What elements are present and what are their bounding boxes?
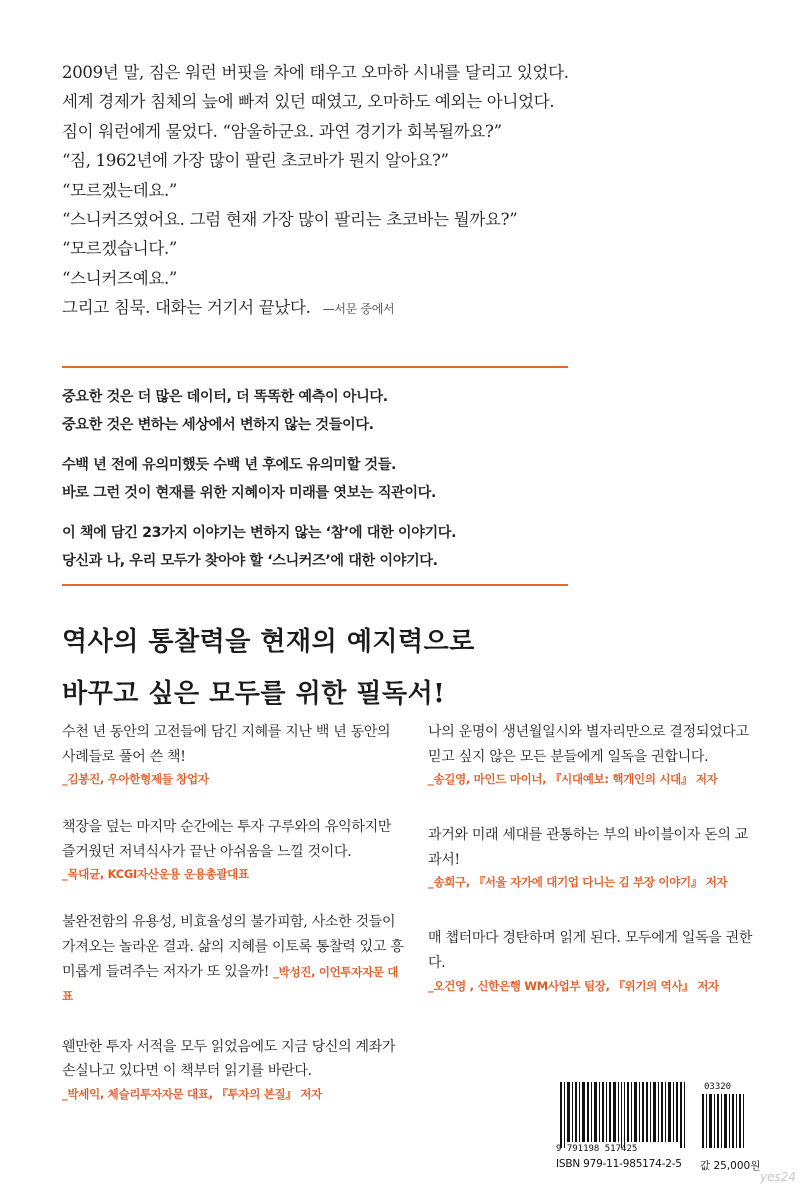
review [428, 926, 758, 995]
intro-source: —서문 중에서 [322, 302, 395, 317]
review-attribution: _김봉진, 우아한형제들 창업자 [62, 772, 209, 787]
price: 값 25,000원 [700, 1160, 761, 1172]
isbn: ISBN 979-11-985174-2-5 [556, 1158, 682, 1170]
key-message [62, 383, 622, 587]
barcode-digits: 9 791198 517425 [556, 1144, 638, 1154]
intro-line: “스니커즈였어요. 그럼 현재 가장 많이 팔리는 초코바는 뭘까요?” [62, 210, 518, 230]
intro-line: 세계 경제가 침체의 늪에 빠져 있던 때였고, 오마하도 예외는 아니었다. [62, 92, 555, 112]
intro-line: “짐, 1962년에 가장 많이 팔린 초코바가 뭔지 알아요?” [62, 151, 449, 171]
review [62, 910, 406, 1008]
intro-line: “모르겠습니다.” [62, 239, 178, 259]
review [428, 720, 758, 789]
review-attribution: _송길영, 마인드 마이너, 『시대예보: 핵개인의 시대』 저자 [428, 772, 718, 787]
headline-line-2: 바꾸고 싶은 모두를 위한 필독서! [62, 679, 446, 709]
intro-line: “모르겠는데요.” [62, 180, 178, 200]
review [62, 1035, 406, 1104]
review [62, 720, 406, 789]
review-text: 책장을 덮는 마지막 순간에는 투자 구루와의 유익하지만 즐거웠던 저녁식사가 끝난 아쉬움을 느낄 것이다. [62, 819, 392, 860]
divider-bottom [62, 584, 568, 586]
review [62, 815, 406, 884]
review-text: 나의 운명이 생년월일시와 별자리만으로 결정되었다고 믿고 싶지 않은 모든 분들에게 일독을 권합니다. [428, 724, 749, 765]
review-attribution: _박세익, 체슬리투자자문 대표, 『투자의 본질』 저자 [62, 1086, 322, 1101]
review-text: 수천 년 동안의 고전들에 담긴 지혜를 지난 백 년 동안의 사례들로 풀어 쓴 책! [62, 724, 391, 765]
intro-excerpt [62, 58, 622, 325]
barcode-addon: 03320 [704, 1082, 732, 1092]
reviews-left-column [62, 720, 406, 1124]
review-text: 매 챕터마다 경탄하며 읽게 된다. 모두에게 일독을 권한다. [428, 930, 753, 971]
key-line: 중요한 것은 더 많은 데이터, 더 똑똑한 예측이 아니다. [62, 389, 388, 405]
key-message-paragraph [62, 519, 622, 575]
headline [62, 616, 762, 720]
key-line: 중요한 것은 변하는 세상에서 변하지 않는 것들이다. [62, 417, 374, 433]
key-line: 당신과 나, 우리 모두가 찾아야 할 ‘스니커즈’에 대한 이야기다. [62, 553, 438, 569]
review-text: 웬만한 투자 서적을 모두 읽었음에도 지금 당신의 계좌가 손실나고 있다면 이 책부터 읽기를 바란다. [62, 1038, 396, 1080]
intro-line: “스니커즈예요.” [62, 268, 178, 288]
intro-last-line: 그리고 침묵. 대화는 거기서 끝났다. [62, 298, 311, 318]
review-attribution: _목대균, KCGI자산운용 운용총괄대표 [62, 867, 249, 882]
intro-line [62, 293, 622, 324]
review-text: 과거와 미래 세대를 관통하는 부의 바이블이자 돈의 교과서! [428, 827, 748, 868]
key-message-paragraph [62, 383, 622, 439]
headline-line-1: 역사의 통찰력을 현재의 예지력으로 [62, 627, 475, 657]
review-attribution: _박성진, 이언투자자문 대표 [62, 964, 399, 1004]
watermark: yes24 [760, 1170, 797, 1184]
review-text [62, 910, 406, 1008]
review-attribution: _오건영 , 신한은행 WM사업부 팀장, 『위기의 역사』 저자 [428, 978, 719, 993]
review [428, 823, 758, 892]
reviews-right-column [428, 720, 758, 1016]
intro-line: 2009년 말, 짐은 워런 버핏을 차에 태우고 오마하 시내를 달리고 있었다. [62, 63, 569, 82]
key-message-paragraph [62, 451, 622, 507]
key-line: 수백 년 전에 유의미했듯 수백 년 후에도 유의미할 것들. [62, 457, 397, 473]
key-line: 이 책에 담긴 23가지 이야기는 변하지 않는 ‘참’에 대한 이야기다. [62, 525, 457, 541]
divider-top [62, 366, 568, 368]
intro-line: 짐이 워런에게 물었다. “암울하군요. 과연 경기가 회복될까요?” [62, 121, 502, 141]
review-attribution: _송희구, 『서울 자가에 대기업 다니는 김 부장 이야기』 저자 [428, 875, 728, 890]
barcode-area [556, 1082, 761, 1174]
review-text-body: 불완전함의 유용성, 비효율성의 불가피함, 사소한 것들이 가져오는 놀라운 결과. 삶의 지혜를 이토록 통찰력 있고 흥미롭게 들려주는 저자가 또 있을까! [62, 914, 404, 980]
key-line: 바로 그런 것이 현재를 위한 지혜이자 미래를 엿보는 직관이다. [62, 485, 436, 501]
